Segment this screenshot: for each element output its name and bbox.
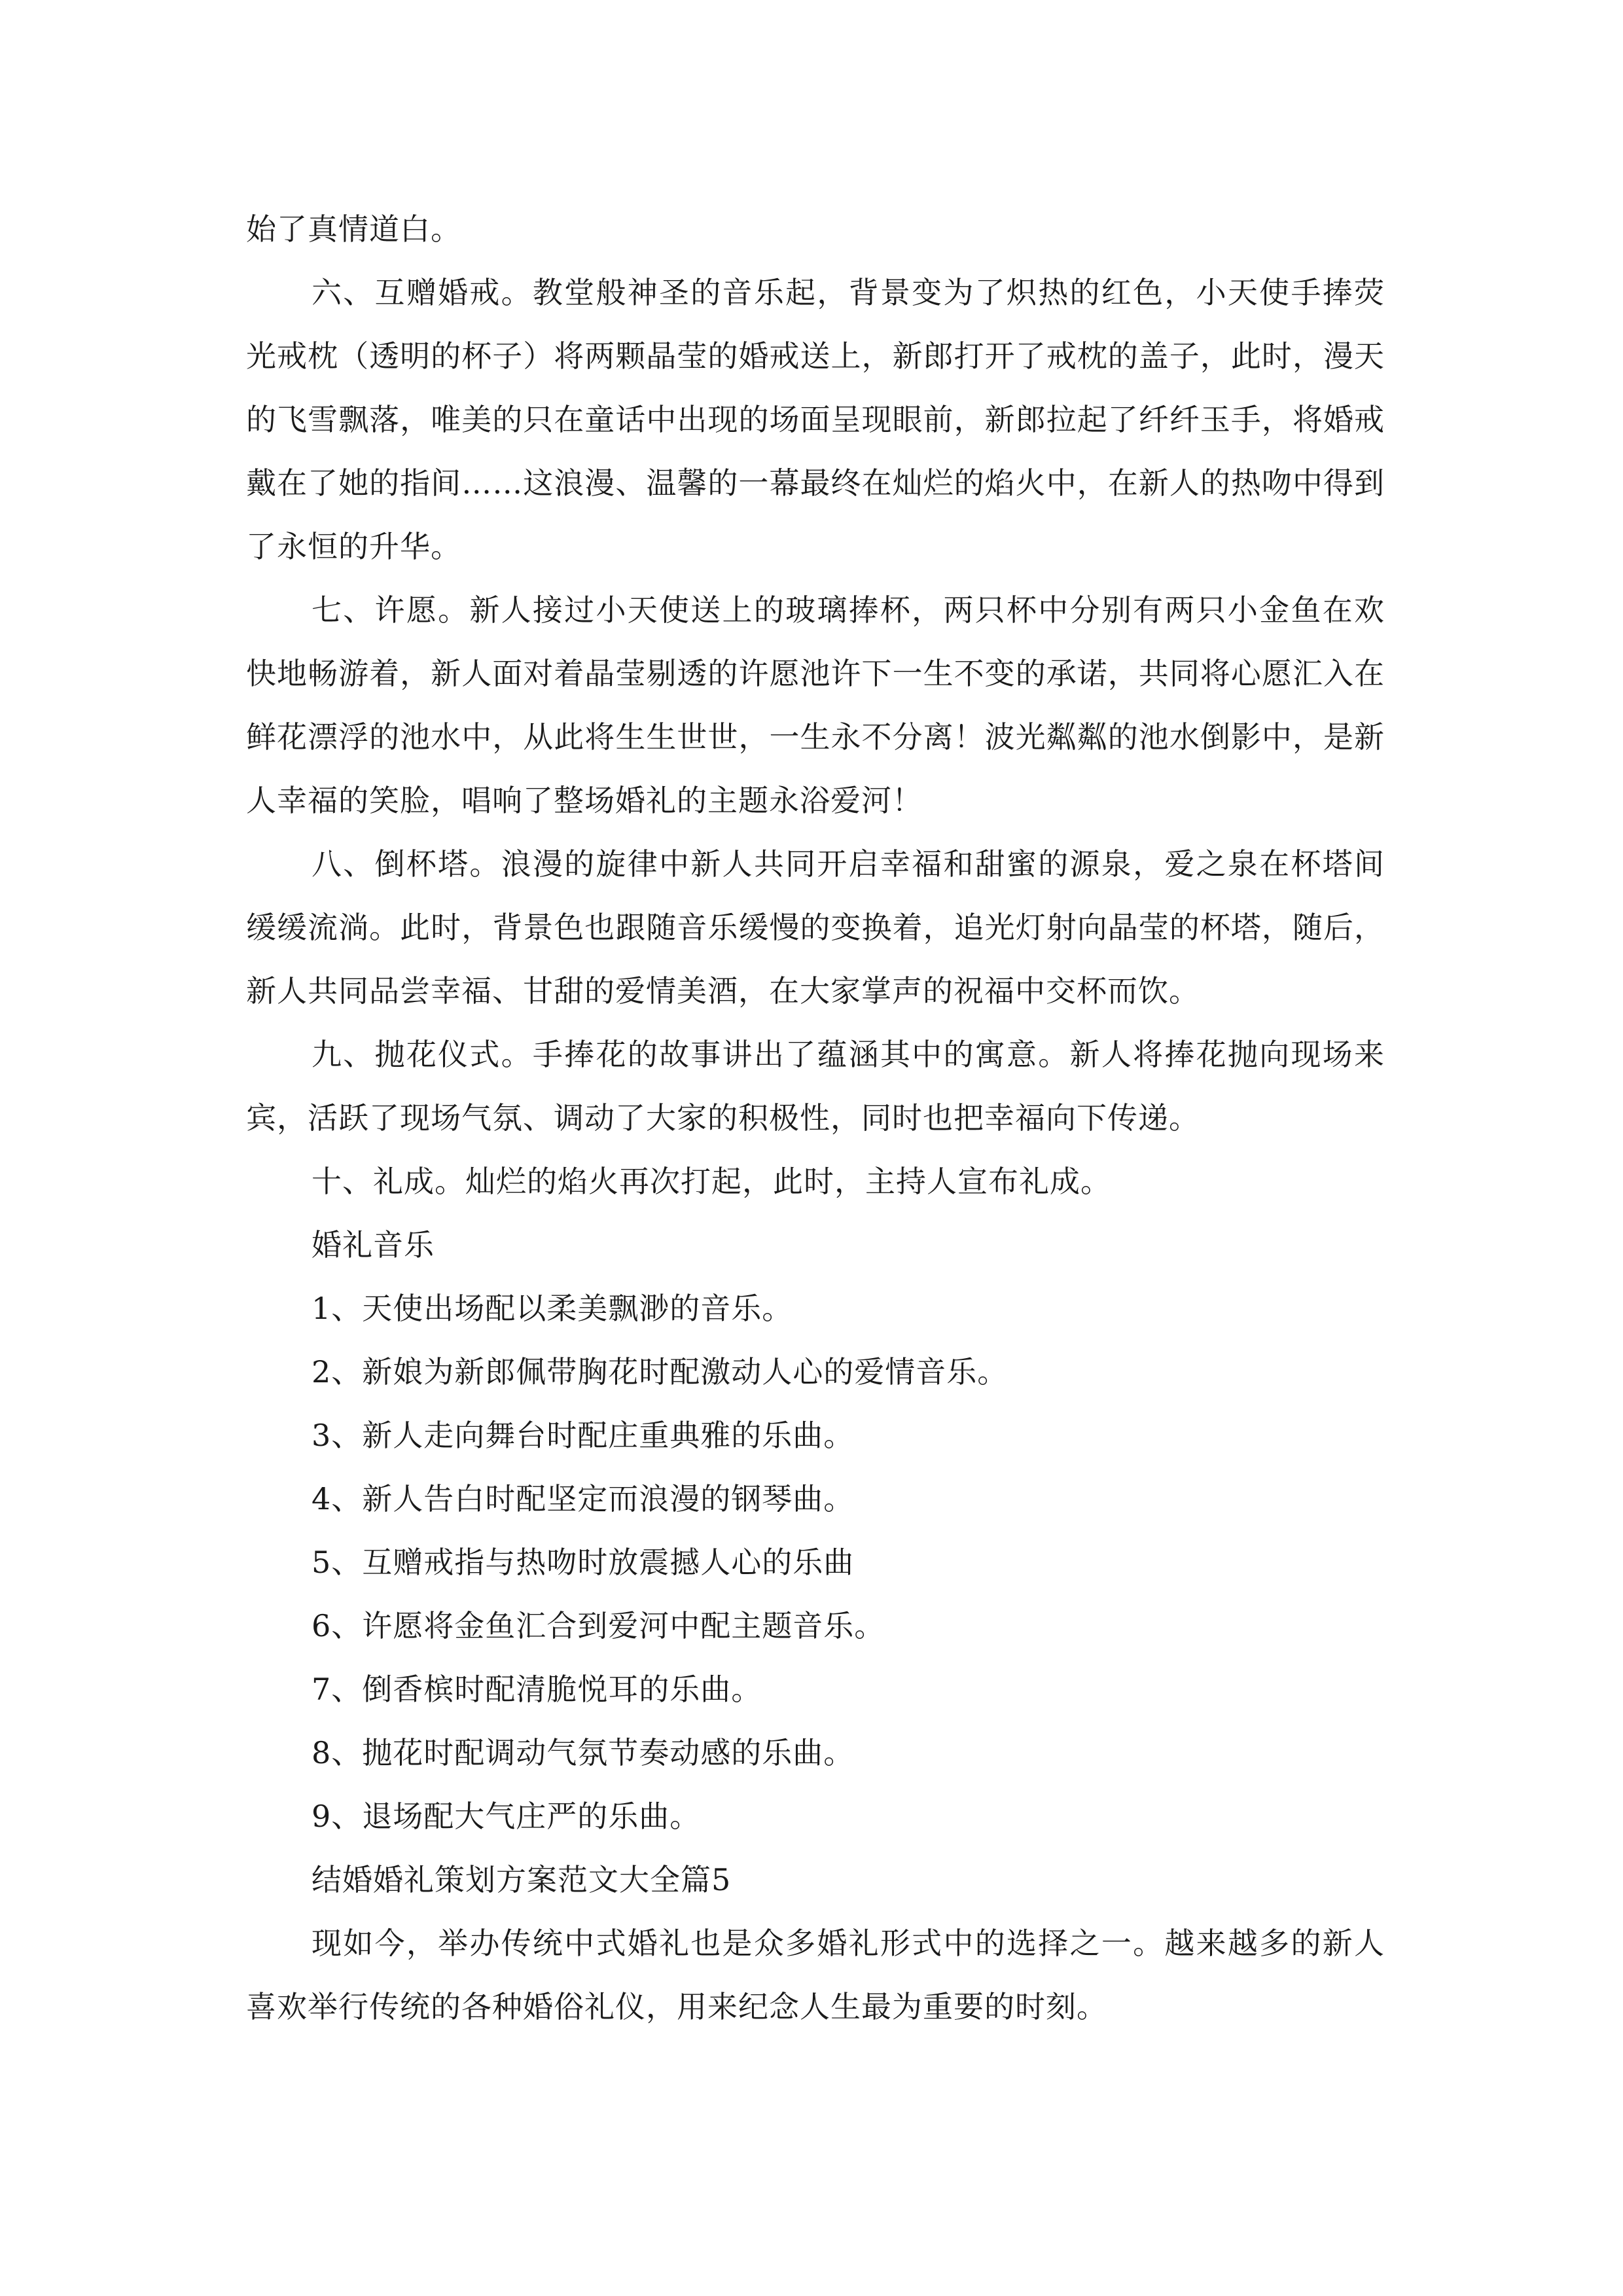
list-item: 2、新娘为新郎佩带胸花时配激动人心的爱情音乐。 [312,1354,1008,1390]
list-item: 8、抛花时配调动气氛节奏动感的乐曲。 [312,1735,855,1770]
list-item: 9、退场配大气庄严的乐曲。 [312,1799,701,1834]
paragraph-closing: 现如今，举办传统中式婚礼也是众多婚礼形式中的选择之一。越来越多的新人喜欢举行传统的各种婚俗礼仪，用来纪念人生最为重要的时刻。 [246,1926,1385,2024]
paragraph-ceremony-complete: 十、礼成。灿烂的焰火再次打起，此时，主持人宣布礼成。 [312,1164,1111,1199]
list-item: 4、新人告白时配坚定而浪漫的钢琴曲。 [312,1481,855,1516]
music-list [246,1277,1385,1848]
list-item: 3、新人走向舞台时配庄重典雅的乐曲。 [312,1418,855,1453]
music-heading: 婚礼音乐 [312,1227,435,1263]
list-item: 5、互赠戒指与热吻时放震撼人心的乐曲 [312,1545,855,1580]
paragraph-continuation: 始了真情道白。 [246,211,461,247]
paragraph-champagne-tower: 八、倒杯塔。浪漫的旋律中新人共同开启幸福和甜蜜的源泉，爱之泉在杯塔间缓缓流淌。此时，背景色也跟随音乐缓慢的变换着，追光灯射向晶莹的杯塔，随后，新人共同品尝幸福、甘甜的爱情美酒，在大家掌声的祝福中交杯而饮。 [246,846,1385,1009]
paragraph-exchange-rings: 六、互赠婚戒。教堂般神圣的音乐起，背景变为了炽热的红色，小天使手捧荧光戒枕（透明的杯子）将两颗晶莹的婚戒送上，新郎打开了戒枕的盖子，此时，漫天的飞雪飘落，唯美的只在童话中出现的场面呈现眼前，新郎拉起了纤纤玉手，将婚戒戴在了她的指间……这浪漫、温馨的一幕最终在灿烂的焰火中，在新人的热吻中得到了永恒的升华。 [246,275,1385,564]
paragraph-bouquet-toss: 九、抛花仪式。手捧花的故事讲出了蕴涵其中的寓意。新人将捧花抛向现场来宾，活跃了现场气氛、调动了大家的积极性，同时也把幸福向下传递。 [246,1037,1385,1136]
list-item: 1、天使出场配以柔美飘渺的音乐。 [312,1291,793,1326]
section-title: 结婚婚礼策划方案范文大全篇5 [312,1862,732,1897]
list-item: 6、许愿将金鱼汇合到爱河中配主题音乐。 [312,1608,885,1643]
list-item: 7、倒香槟时配清脆悦耳的乐曲。 [312,1672,762,1707]
document-body [246,198,1385,2039]
paragraph-make-wish: 七、许愿。新人接过小天使送上的玻璃捧杯，两只杯中分别有两只小金鱼在欢快地畅游着，新人面对着晶莹剔透的许愿池许下一生不变的承诺，共同将心愿汇入在鲜花漂浮的池水中，从此将生生世世，一生永不分离！波光粼粼的池水倒影中，是新人幸福的笑脸，唱响了整场婚礼的主题永浴爱河！ [246,592,1385,818]
